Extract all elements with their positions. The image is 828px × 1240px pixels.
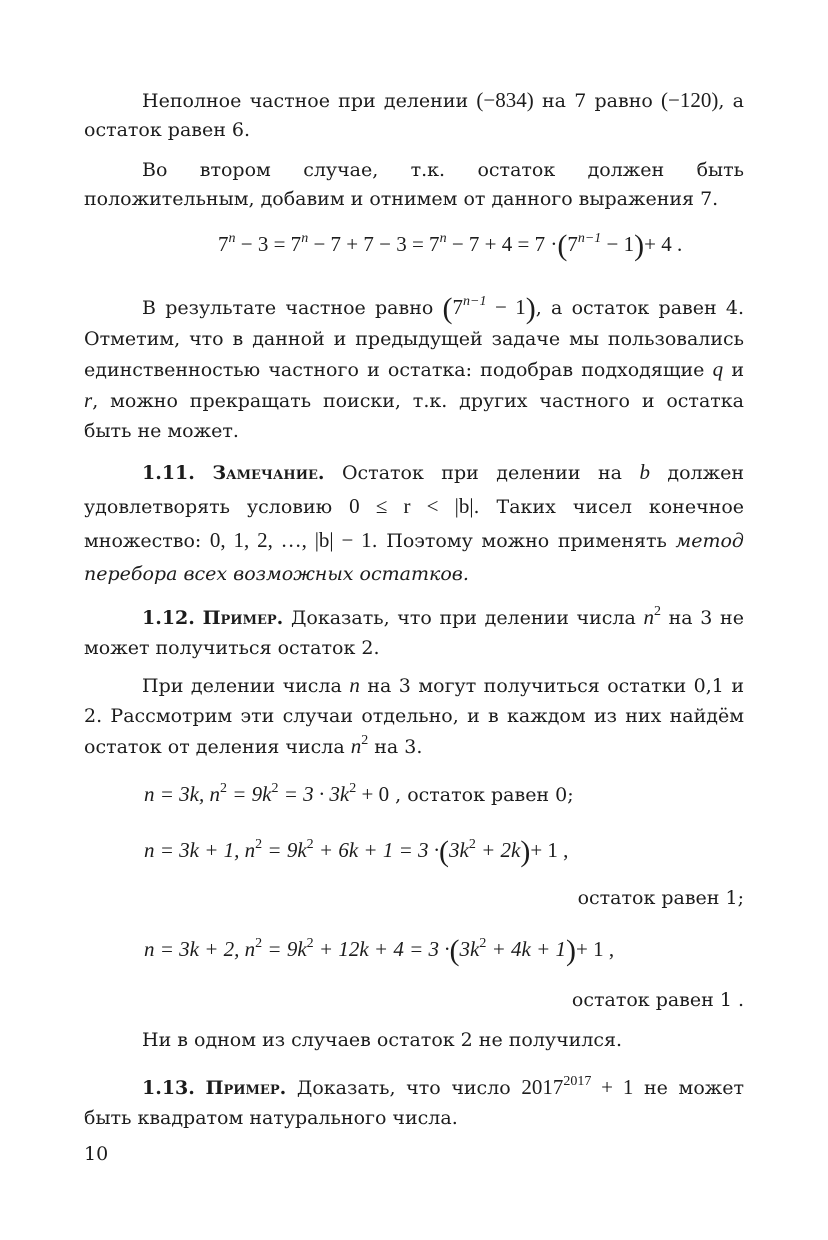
- case1-c: = 3 · 3k: [278, 782, 350, 806]
- example-1-12-label: Пример.: [202, 607, 284, 629]
- case2-f: + 1 ,: [530, 838, 569, 862]
- n2-base: n: [643, 605, 654, 629]
- remark-1-11: [84, 456, 744, 591]
- n2-exp: 2: [653, 604, 661, 619]
- f1-exp-4: n−1: [577, 231, 602, 246]
- case-2: [144, 836, 568, 866]
- case2-open-paren: (: [439, 835, 450, 868]
- remark-text-2: должен удовлетворять условию: [84, 462, 744, 518]
- case3-exp-2: 2: [306, 936, 314, 951]
- f1-d: − 7 + 4 = 7 ·: [446, 232, 558, 256]
- p1-dividend: (−834): [476, 88, 534, 112]
- explanation-text-2: на 3 могут получиться остатки 0,1 и 2. Рассмотрим эти случаи отдельно, и в каждом из них найдём остаток от деления числа: [84, 675, 745, 758]
- explanation-text-1: При делении числа: [142, 675, 342, 697]
- case2-exp-3: 2: [468, 837, 476, 852]
- paragraph-1: [84, 86, 744, 145]
- explanation-text-3: на 3.: [374, 736, 423, 758]
- case3-b: = 9k: [262, 937, 307, 961]
- example-1-13-tail: + 1: [591, 1075, 634, 1099]
- remark-number: 1.11.: [142, 462, 195, 484]
- remark-text-3: . Таких чисел конечное множество:: [84, 496, 744, 552]
- case3-exp-1: 2: [255, 936, 263, 951]
- remark-b: b: [639, 460, 650, 484]
- example-1-13: [84, 1072, 744, 1133]
- remark-text-4: . Поэтому можно применять: [371, 530, 667, 552]
- case2-a: n = 3k + 1, n: [144, 838, 256, 862]
- formula-1: [218, 230, 682, 260]
- paragraph-2: Во втором случае, т.к. остаток должен быть положительным, добавим и отнимем от данного выражения 7.: [84, 159, 744, 210]
- explanation-n2-base: n: [350, 734, 362, 758]
- example-1-13-expression: [521, 1075, 633, 1099]
- example-1-13-text-2: не может быть квадратом натурального числа.: [84, 1077, 745, 1129]
- explanation-n2: [351, 734, 369, 758]
- example-1-12-text-2: на 3 не может получиться остаток 2.: [84, 607, 744, 659]
- example-1-13-number: 1.13.: [142, 1077, 195, 1099]
- p1-text-3: , а остаток равен 6.: [84, 90, 744, 141]
- p3-open-paren: (: [442, 292, 453, 325]
- p1-text-2: на 7 равно: [541, 90, 653, 112]
- case3-d: 3k: [459, 937, 480, 961]
- remark-text-1: Остаток при делении на: [341, 462, 622, 484]
- case1-exp-2: 2: [271, 781, 279, 796]
- f1-f: − 1: [601, 232, 635, 256]
- f1-close-paren: ): [634, 229, 645, 262]
- p3-expression: [442, 292, 536, 325]
- p3-close-paren: ): [525, 292, 536, 325]
- case2-exp-2: 2: [306, 837, 314, 852]
- f1-b: − 3 = 7: [235, 232, 302, 256]
- f1-exp-1: n: [228, 231, 236, 246]
- case2-c: + 6k + 1 = 3 ·: [313, 838, 440, 862]
- case3-f: + 1 ,: [576, 937, 615, 961]
- example-1-12-number: 1.12.: [142, 607, 195, 629]
- case1-d: + 0: [356, 782, 390, 806]
- example-1-13-exp: 2017: [563, 1074, 592, 1089]
- p3-text-2: , а остаток равен 4. Отметим, что в данной и предыдущей задаче мы пользовались единственностью частного и остатка: подобрав подходящие: [84, 297, 745, 381]
- case1-text: , остаток равен 0;: [395, 784, 574, 806]
- page-number: 10: [84, 1143, 109, 1165]
- example-1-12-explanation: [84, 670, 744, 762]
- example-1-12-n2: [643, 605, 661, 629]
- f1-exp-2: n: [301, 231, 309, 246]
- p3-base: 7: [452, 295, 464, 319]
- explanation-n2-exp: 2: [361, 733, 369, 748]
- p1-quotient: (−120): [661, 88, 719, 112]
- p3-text-3: , можно прекращать поиски, т.к. других частного и остатка быть не может.: [84, 390, 744, 442]
- case3-c: + 12k + 4 = 3 ·: [313, 937, 450, 961]
- f1-a: 7: [218, 232, 229, 256]
- case2-d: 3k: [449, 838, 469, 862]
- explanation-n: n: [349, 673, 360, 697]
- p1-text: Неполное частное при делении: [142, 90, 469, 112]
- case3-e: + 4k + 1: [486, 937, 567, 961]
- case3-exp-3: 2: [479, 936, 487, 951]
- case3-open-paren: (: [449, 934, 460, 967]
- case1-exp-3: 2: [349, 781, 357, 796]
- case3-a: n = 3k + 2, n: [144, 937, 256, 961]
- case2-close-paren: ): [520, 835, 531, 868]
- p3-q: q: [712, 357, 724, 381]
- remark-condition: 0 ≤ r < |b|: [349, 494, 474, 518]
- f1-exp-3: n: [439, 231, 447, 246]
- example-1-13-label: Пример.: [205, 1077, 287, 1099]
- case2-b: = 9k: [262, 838, 307, 862]
- f1-g: + 4 .: [644, 232, 683, 256]
- case-1: [144, 780, 574, 810]
- case-3: [144, 935, 614, 965]
- p3-tail: − 1: [486, 295, 526, 319]
- case-2-remainder: остаток равен 1;: [577, 887, 744, 909]
- case2-exp-1: 2: [255, 837, 263, 852]
- f1-open-paren: (: [557, 229, 568, 262]
- p3-exp: n−1: [463, 294, 487, 309]
- remark-method: метод перебора всех возможных остатков.: [84, 530, 744, 585]
- p3-and: и: [731, 359, 745, 381]
- case1-a: n = 3k, n: [144, 782, 220, 806]
- f1-e: 7: [567, 232, 578, 256]
- case1-b: = 9k: [227, 782, 272, 806]
- case3-close-paren: ): [566, 934, 577, 967]
- remark-set: 0, 1, 2, …, |b| − 1: [209, 528, 372, 552]
- case1-exp-1: 2: [220, 781, 227, 796]
- conclusion: Ни в одном из случаев остаток 2 не получился.: [142, 1029, 623, 1051]
- paragraph-3: [84, 292, 744, 446]
- p3-text-1: В результате частное равно: [142, 297, 434, 319]
- example-1-12-text-1: Доказать, что при делении числа: [290, 607, 636, 629]
- p3-r: r: [84, 388, 93, 412]
- example-1-13-base: 2017: [521, 1075, 564, 1099]
- f1-c: − 7 + 7 − 3 = 7: [308, 232, 440, 256]
- example-1-13-text-1: Доказать, что число: [296, 1077, 511, 1099]
- case-3-remainder: остаток равен 1 .: [571, 989, 744, 1011]
- case2-e: + 2k: [475, 838, 521, 862]
- example-1-12: [84, 602, 744, 663]
- remark-label: Замечание.: [212, 462, 325, 484]
